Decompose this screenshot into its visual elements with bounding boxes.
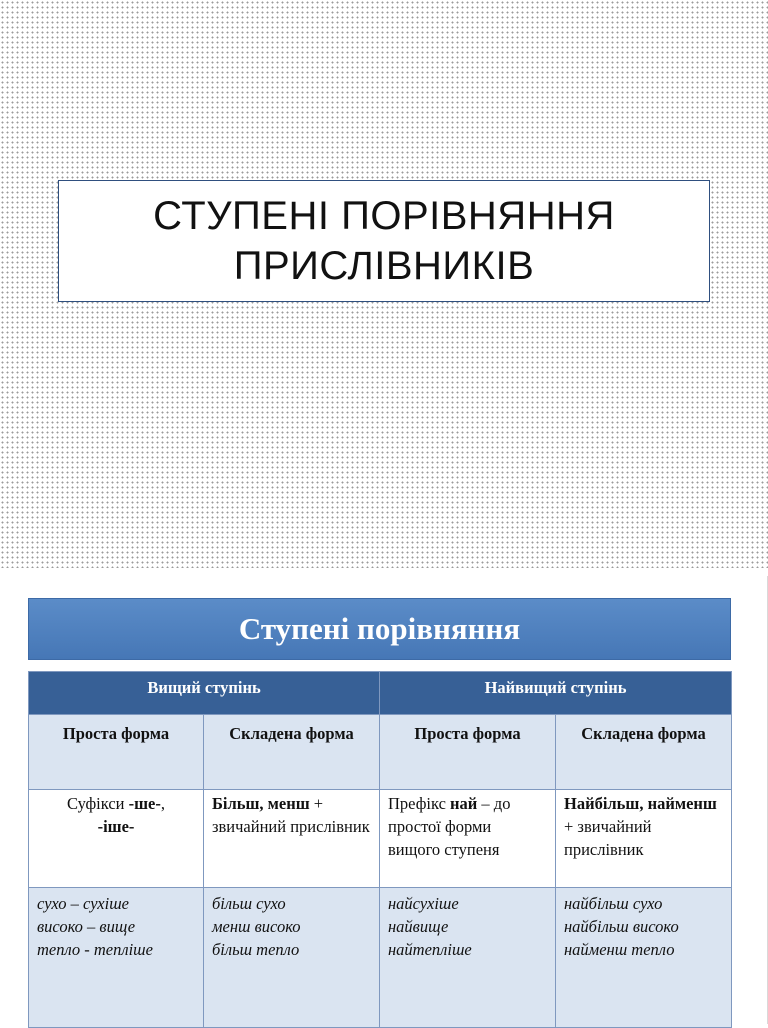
example-item: найменш тепло <box>564 940 675 959</box>
example-item: високо – вище <box>37 917 136 936</box>
slide-title <box>104 191 664 291</box>
rule-simple-superlative <box>380 790 556 888</box>
table-row-examples <box>29 888 732 1028</box>
examples-simple-comparative <box>29 888 204 1028</box>
example-item: менш високо <box>212 917 301 936</box>
subheader-compound-superlative: Складена форма <box>556 715 732 790</box>
example-item: сухо – сухіше <box>37 894 129 913</box>
title-box <box>58 180 710 302</box>
table-header-bar <box>28 598 731 660</box>
subheader-simple-comparative: Проста форма <box>29 715 204 790</box>
prefix-nai: най <box>450 794 478 813</box>
slide-title-line2: ПРИСЛІВНИКІВ <box>233 244 535 288</box>
examples-compound-comparative <box>204 888 380 1028</box>
rule-compound-superlative <box>556 790 732 888</box>
slide-title-line1: СТУПЕНІ ПОРІВНЯННЯ <box>153 194 615 238</box>
example-item: тепло - тепліше <box>37 940 153 959</box>
group-comparative: Вищий ступінь <box>29 672 380 715</box>
rule-bold: Більш, менш <box>212 794 310 813</box>
subheader-simple-superlative: Проста форма <box>380 715 556 790</box>
example-item: більш тепло <box>212 940 300 959</box>
table-row-rules <box>29 790 732 888</box>
table-header-title: Ступені порівняння <box>238 611 521 646</box>
example-item: найсухіше <box>388 894 459 913</box>
example-item: найбільш сухо <box>564 894 663 913</box>
rule-text: Префікс <box>388 794 451 813</box>
example-item: найбільш високо <box>564 917 679 936</box>
rule-comma: , <box>160 794 165 813</box>
rule-text: – до простої форми вищого ступеня <box>388 794 511 859</box>
examples-simple-superlative <box>380 888 556 1028</box>
table-slide <box>0 576 768 1024</box>
table-row-subheaders <box>29 715 732 790</box>
example-item: найтепліше <box>388 940 472 959</box>
suffix-she: -ше- <box>128 794 161 813</box>
subheader-compound-comparative: Складена форма <box>204 715 380 790</box>
rule-text: + звичайний прислівник <box>212 794 370 836</box>
degrees-table <box>28 671 732 1028</box>
rule-text: + звичайний прислівник <box>564 817 652 859</box>
rule-simple-comparative <box>29 790 204 888</box>
rule-text: Суфікси <box>67 794 129 813</box>
table-row-groups <box>29 672 732 715</box>
group-superlative: Найвищий ступінь <box>380 672 732 715</box>
example-item: більш сухо <box>212 894 286 913</box>
rule-bold: Найбільш, найменш <box>564 794 717 813</box>
suffix-ishe: -іше- <box>97 817 135 836</box>
example-item: найвище <box>388 917 449 936</box>
examples-compound-superlative <box>556 888 732 1028</box>
rule-compound-comparative <box>204 790 380 888</box>
